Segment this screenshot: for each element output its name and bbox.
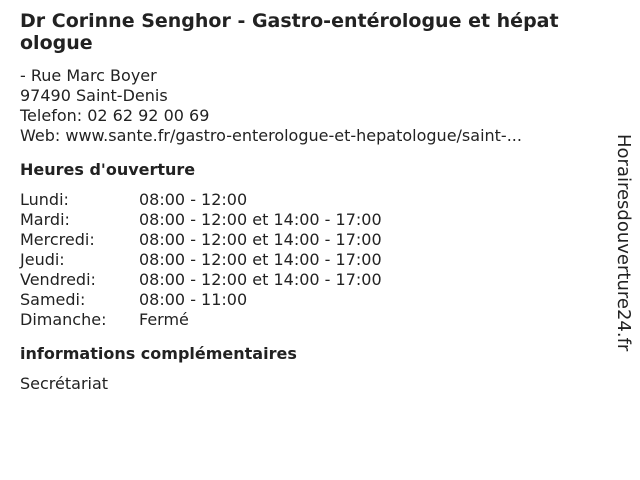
day-label: Mercredi: <box>20 230 95 249</box>
web-line <box>20 126 600 146</box>
day-label: Dimanche: <box>20 310 107 329</box>
hours-row-friday <box>20 270 600 290</box>
street-address: - Rue Marc Boyer <box>20 66 157 85</box>
hours-row-monday <box>20 190 600 210</box>
hours-row-saturday <box>20 290 600 310</box>
phone-number[interactable]: 02 62 92 00 69 <box>87 106 210 125</box>
address-block <box>20 66 600 146</box>
hours-row-tuesday <box>20 210 600 230</box>
hours-heading: Heures d'ouverture <box>20 160 196 179</box>
day-label: Lundi: <box>20 190 69 209</box>
day-label: Samedi: <box>20 290 86 309</box>
time-range: Fermé <box>139 310 189 329</box>
page-title: Dr Corinne Senghor - Gastro-entérologue et hépatologue <box>20 10 559 54</box>
time-range: 08:00 - 12:00 et 14:00 - 17:00 <box>139 250 382 269</box>
day-label: Mardi: <box>20 210 70 229</box>
info-text: Secrétariat <box>20 374 109 393</box>
web-label: Web: <box>20 126 61 145</box>
time-range: 08:00 - 12:00 et 14:00 - 17:00 <box>139 270 382 289</box>
day-label: Vendredi: <box>20 270 96 289</box>
time-range: 08:00 - 12:00 et 14:00 - 17:00 <box>139 210 382 229</box>
phone-label: Telefon: <box>20 106 83 125</box>
info-heading: informations complémentaires <box>20 344 297 363</box>
time-range: 08:00 - 12:00 et 14:00 - 17:00 <box>139 230 382 249</box>
phone-line <box>20 106 600 126</box>
hours-row-thursday <box>20 250 600 270</box>
hours-row-sunday <box>20 310 600 330</box>
opening-hours-table <box>20 190 600 330</box>
time-range: 08:00 - 12:00 <box>139 190 248 209</box>
postal-city: 97490 Saint-Denis <box>20 86 168 105</box>
day-label: Jeudi: <box>20 250 65 269</box>
business-card <box>20 10 600 394</box>
site-watermark: Horairesdouverture24.fr <box>613 134 634 352</box>
time-range: 08:00 - 11:00 <box>139 290 248 309</box>
hours-row-wednesday <box>20 230 600 250</box>
website-link[interactable]: www.sante.fr/gastro-enterologue-et-hepatologue/saint-... <box>65 126 522 145</box>
